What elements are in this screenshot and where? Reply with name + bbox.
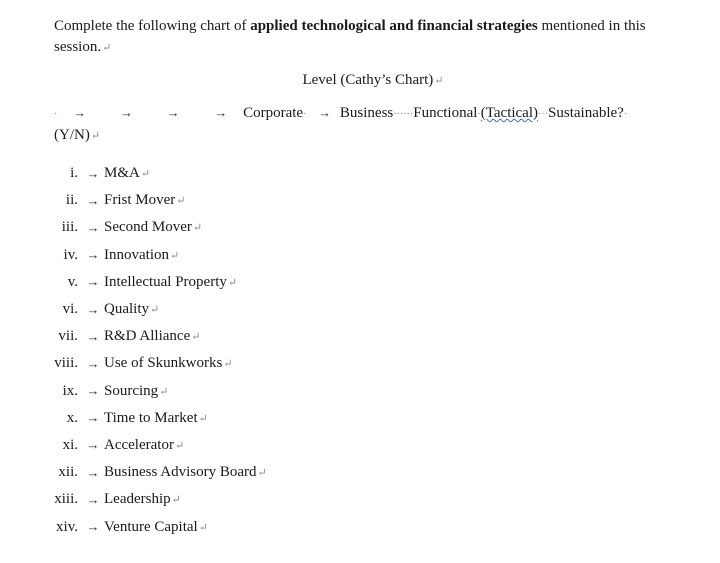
list-item-label: Time to Market	[104, 409, 198, 426]
paragraph-mark-icon: ↵	[198, 521, 208, 534]
paragraph-mark-icon: ↵	[170, 249, 180, 262]
list-item-number: xii.	[58, 464, 78, 481]
list-item-number: iv.	[63, 246, 78, 263]
tab-arrow-icon: →	[318, 105, 332, 120]
tab-arrow-icon: →	[86, 491, 100, 507]
column-header-sustainable: Sustainable?	[548, 105, 624, 121]
list-item-number: vi.	[62, 301, 78, 318]
list-item-number: v.	[67, 273, 78, 290]
column-header-business: Business	[339, 105, 394, 121]
paragraph-mark-icon: ↵	[198, 412, 208, 425]
strategy-list	[40, 160, 440, 541]
list-item-label: Intellectual Property	[104, 273, 227, 290]
list-item-number: i.	[70, 165, 78, 182]
tab-arrow-icon: →	[86, 328, 100, 344]
tab-arrow-icon: →	[86, 519, 100, 535]
instruction-paragraph	[54, 16, 664, 59]
list-item	[40, 513, 440, 540]
paragraph-mark-icon: ↵	[90, 130, 101, 142]
list-item-label: Accelerator	[104, 436, 174, 453]
column-header-tactical: (Tactical)	[480, 105, 539, 121]
list-item-label: Quality	[104, 301, 149, 318]
tab-arrow-icon: →	[86, 301, 100, 317]
space-mark-icon: ·	[623, 109, 628, 120]
instruction-text: Complete the following chart of	[54, 18, 251, 34]
list-item	[40, 214, 440, 241]
list-item	[40, 350, 440, 377]
paragraph-mark-icon: ↵	[176, 195, 186, 208]
paragraph-mark-icon: ↵	[434, 75, 444, 87]
paragraph-mark-icon: ↵	[159, 385, 169, 398]
list-item-number: xi.	[62, 436, 78, 453]
list-item-label: Use of Skunkworks	[104, 355, 223, 372]
column-header-corporate: Corporate	[243, 105, 304, 121]
space-mark-icon: ·	[54, 109, 58, 120]
tab-arrow-icon: →	[166, 105, 180, 120]
list-item	[40, 269, 440, 296]
paragraph-mark-icon: ↵	[257, 467, 267, 480]
space-marks-icon: ······	[393, 109, 414, 120]
tab-arrow-icon: →	[86, 437, 100, 453]
list-item-number: vii.	[58, 328, 78, 345]
paragraph-mark-icon: ↵	[150, 304, 160, 317]
list-item-number: ii.	[65, 192, 78, 209]
list-item-label: M&A	[104, 165, 140, 182]
list-item	[40, 296, 440, 323]
list-item	[40, 187, 440, 214]
list-item-label: R&D Alliance	[104, 328, 191, 345]
list-item	[40, 242, 440, 269]
space-mark-icon: ·	[303, 109, 307, 120]
tab-arrow-icon: →	[86, 383, 100, 399]
tab-arrow-icon: →	[86, 247, 100, 263]
list-item-number: x.	[66, 409, 78, 426]
yes-no-label	[54, 127, 100, 144]
column-header-row	[54, 105, 694, 122]
paragraph-mark-icon: ↵	[192, 222, 203, 235]
tab-arrow-icon: →	[86, 274, 100, 290]
paragraph-mark-icon: ↵	[223, 358, 233, 371]
paragraph-mark-icon: ↵	[191, 331, 201, 344]
tab-arrow-icon: →	[86, 410, 100, 426]
list-item-label: Frist Mover	[104, 192, 176, 209]
tab-arrow-icon: →	[73, 105, 87, 120]
list-item	[40, 405, 440, 432]
list-item	[40, 486, 440, 513]
list-item	[40, 160, 440, 187]
tab-arrow-icon: →	[86, 192, 100, 208]
paragraph-mark-icon: ↵	[171, 494, 181, 507]
list-item	[40, 459, 440, 486]
list-item-label: Business Advisory Board	[104, 464, 257, 481]
list-item-label: Innovation	[104, 246, 169, 263]
tab-arrow-icon: →	[214, 105, 228, 120]
tab-arrow-icon: →	[86, 355, 100, 371]
instruction-bold-text: applied technological and financial strategies	[250, 18, 538, 34]
list-item-label: Sourcing	[104, 382, 159, 399]
list-item	[40, 323, 440, 350]
list-item-number: ix.	[62, 382, 78, 399]
level-heading-text: Level (Cathy’s Chart)	[302, 72, 434, 88]
paragraph-mark-icon: ↵	[140, 168, 151, 181]
paragraph-mark-icon: ↵	[102, 42, 112, 54]
tab-arrow-icon: →	[86, 464, 100, 480]
column-header-functional: Functional	[413, 105, 478, 121]
list-item-label: Second Mover	[104, 219, 192, 236]
list-item	[40, 432, 440, 459]
paragraph-mark-icon: ↵	[227, 276, 238, 289]
list-item-number: viii.	[54, 355, 78, 372]
list-item-number: iii.	[61, 219, 78, 236]
yes-no-text: (Y/N)	[54, 127, 90, 143]
paragraph-mark-icon: ↵	[174, 439, 185, 452]
space-marks-icon: ···	[538, 109, 549, 120]
tab-arrow-icon: →	[86, 165, 100, 181]
list-item-label: Venture Capital	[104, 518, 198, 535]
list-item-number: xiv.	[56, 518, 78, 535]
tab-arrow-icon: →	[86, 219, 100, 235]
instruction-text-end: mentioned in this session.	[54, 18, 646, 55]
level-heading	[0, 72, 720, 89]
list-item-number: xiii.	[54, 491, 78, 508]
space-mark-icon: ·	[477, 109, 481, 120]
list-item	[40, 378, 440, 405]
list-item-label: Leadership	[104, 491, 171, 508]
tab-arrow-icon: →	[119, 105, 133, 120]
